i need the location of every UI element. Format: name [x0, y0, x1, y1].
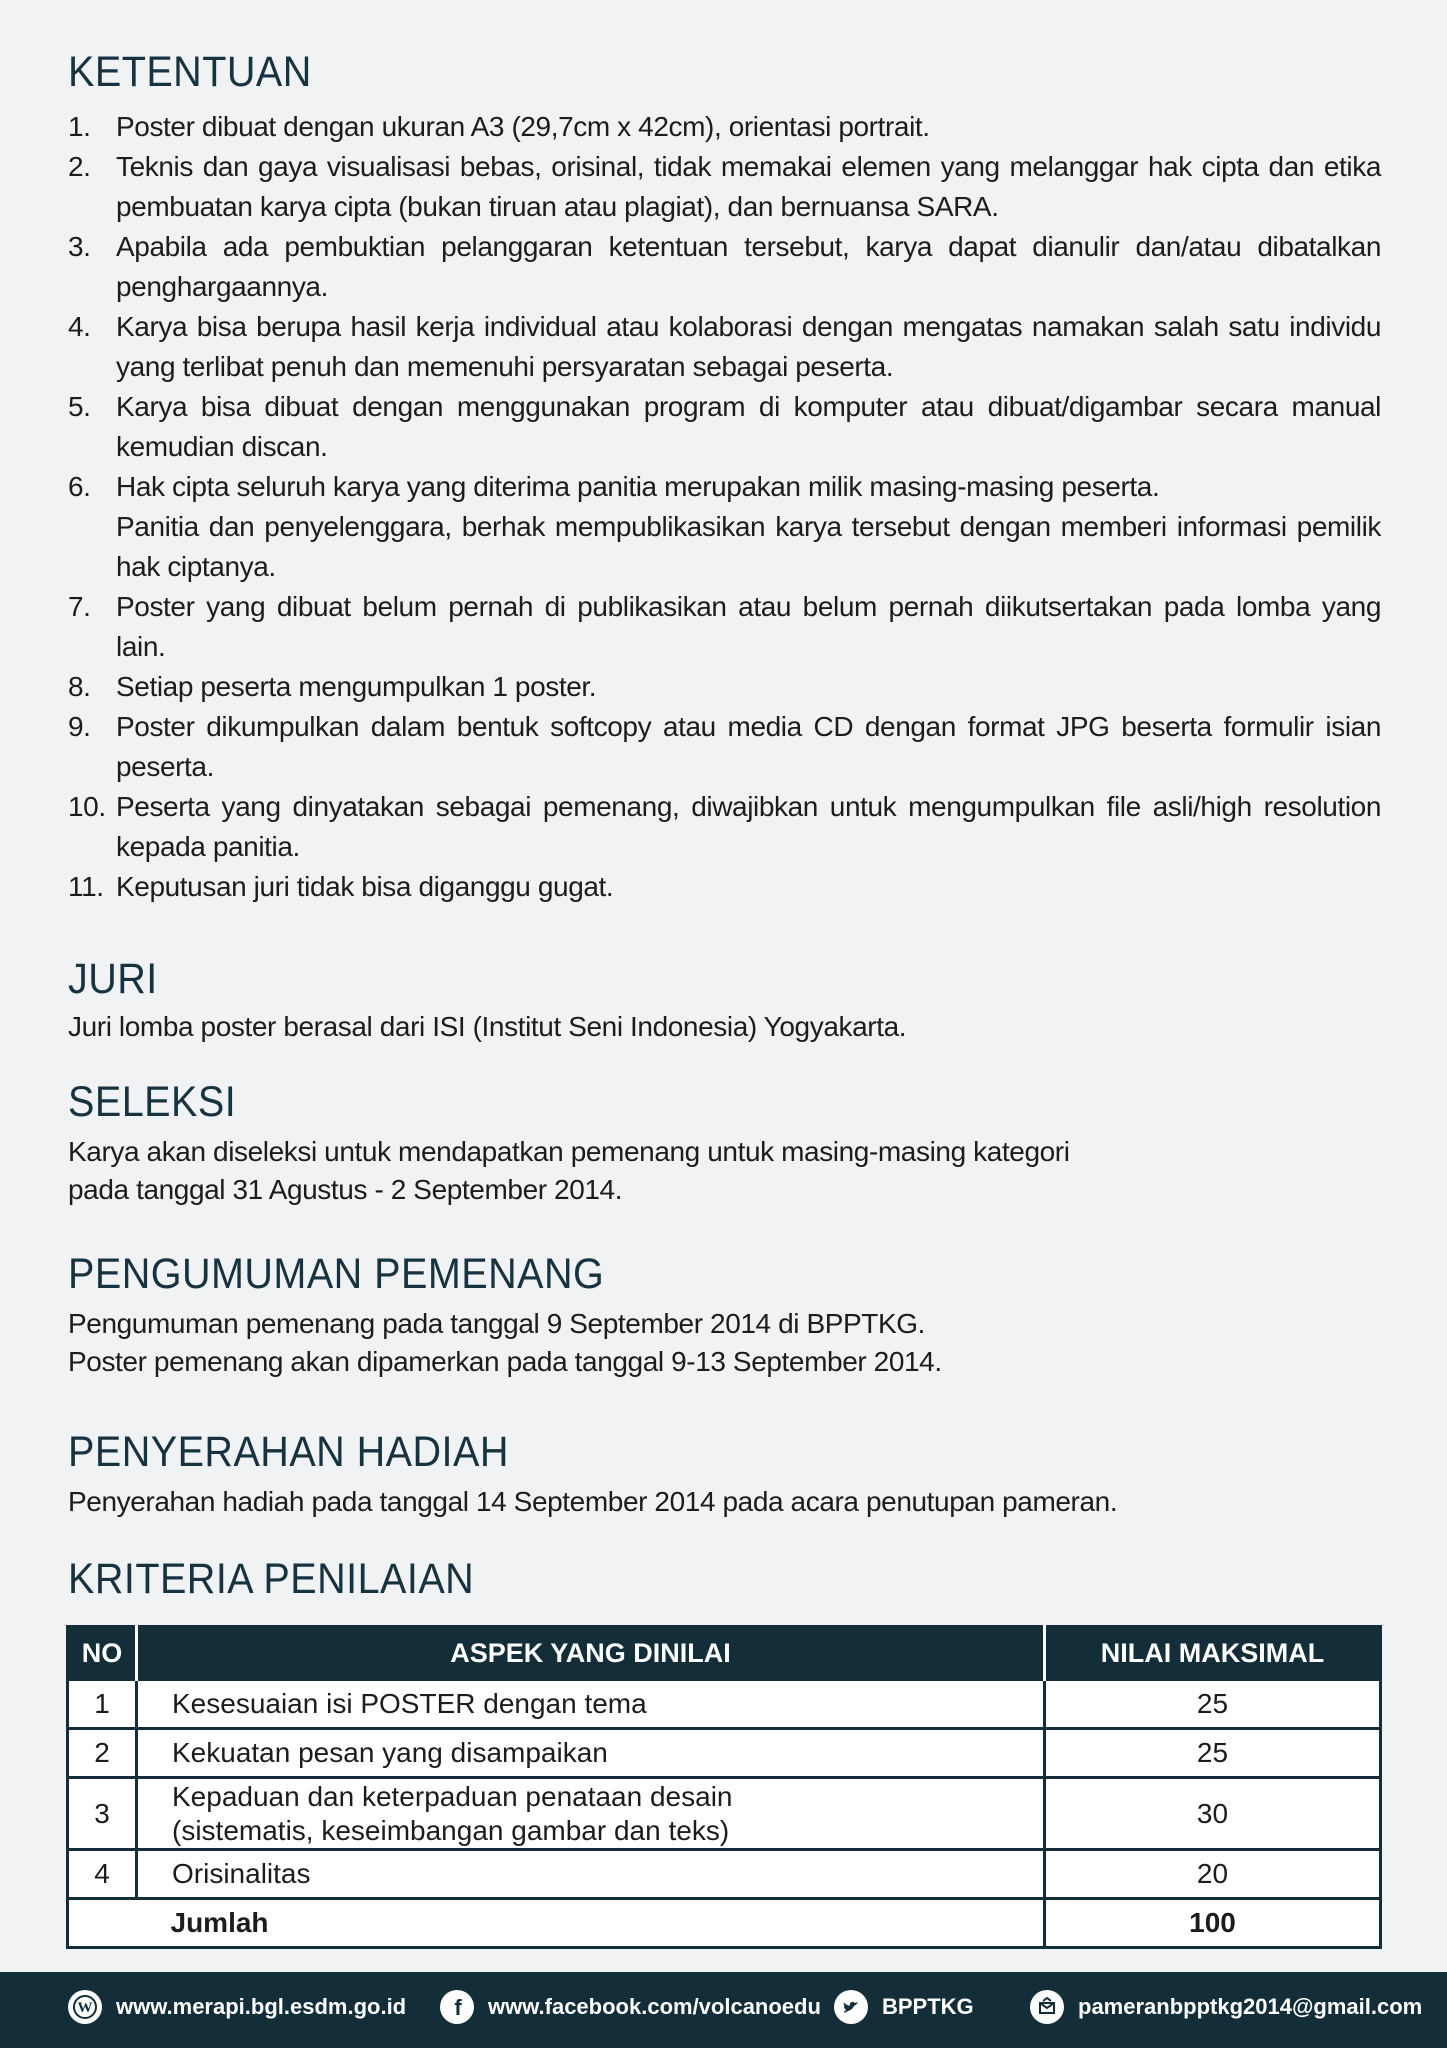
- ketentuan-heading: KETENTUAN: [68, 48, 312, 96]
- header-nilai: NILAI MAKSIMAL: [1045, 1627, 1381, 1680]
- row-no: 1: [68, 1680, 137, 1729]
- item-text-continued: Panitia dan penyelenggara, berhak mempublikasikan karya tersebut dengan memberi informasi pemilik hak ciptanya.: [116, 511, 1381, 582]
- item-text: Setiap peserta mengumpulkan 1 poster.: [116, 671, 597, 702]
- row-aspek-multiline: [137, 1778, 1045, 1850]
- item-number: 10.: [68, 791, 106, 822]
- item-number: 6.: [68, 471, 91, 502]
- footer-facebook-text: www.facebook.com/volcanoedu: [488, 1994, 821, 2019]
- item-text: Poster dikumpulkan dalam bentuk softcopy atau media CD dengan format JPG beserta formulir isian peserta.: [116, 711, 1381, 782]
- seleksi-section: [68, 1078, 1070, 1209]
- list-item: [68, 667, 1381, 707]
- footer-twitter[interactable]: [834, 1990, 974, 2024]
- item-number: 7.: [68, 591, 91, 622]
- item-number: 2.: [68, 151, 91, 182]
- header-no: NO: [68, 1627, 137, 1680]
- item-number: 11.: [68, 871, 104, 902]
- table-row: [68, 1680, 1381, 1729]
- penyerahan-section: [68, 1428, 1117, 1521]
- item-number: 9.: [68, 711, 91, 742]
- item-text: Peserta yang dinyatakan sebagai pemenang, diwajibkan untuk mengumpulkan file asli/high resolution kepada panitia.: [116, 791, 1381, 862]
- juri-heading: JURI: [68, 955, 158, 1003]
- list-item: [68, 787, 1381, 867]
- seleksi-line-1: Karya akan diseleksi untuk mendapatkan pemenang untuk masing-masing kategori: [68, 1136, 1070, 1167]
- item-text: Apabila ada pembuktian pelanggaran ketentuan tersebut, karya dapat dianulir dan/atau dibatalkan penghargaannya.: [116, 231, 1381, 302]
- twitter-icon: [834, 1990, 868, 2024]
- row-no: 3: [68, 1778, 137, 1850]
- ketentuan-list: [68, 107, 1381, 907]
- pengumuman-line-2: Poster pemenang akan dipamerkan pada tanggal 9-13 September 2014.: [68, 1346, 942, 1377]
- row-aspek-line-1: Kepaduan dan keterpaduan penataan desain: [172, 1780, 733, 1812]
- kriteria-section: [68, 1555, 510, 1604]
- row-nilai: 20: [1045, 1850, 1381, 1899]
- footer-email[interactable]: [1030, 1990, 1422, 2024]
- facebook-icon: [440, 1990, 474, 2024]
- table-row: [68, 1729, 1381, 1778]
- item-number: 8.: [68, 671, 91, 702]
- list-item: [68, 147, 1381, 227]
- item-text: Keputusan juri tidak bisa diganggu gugat.: [116, 871, 614, 902]
- footer-twitter-text: BPPTKG: [882, 1994, 974, 2019]
- list-item: [68, 707, 1381, 787]
- email-icon: [1030, 1990, 1064, 2024]
- item-text: Karya bisa berupa hasil kerja individual atau kolaborasi dengan mengatas namakan salah satu individu yang terlibat penuh dan memenuhi persyaratan sebagai peserta.: [116, 311, 1381, 382]
- item-text: Poster yang dibuat belum pernah di publikasikan atau belum pernah diikutsertakan pada lomba yang lain.: [116, 591, 1381, 662]
- row-no: 4: [68, 1850, 137, 1899]
- row-nilai: 25: [1045, 1729, 1381, 1778]
- list-item: [68, 307, 1381, 387]
- wordpress-icon: [68, 1990, 102, 2024]
- item-number: 5.: [68, 391, 91, 422]
- item-text: Poster dibuat dengan ukuran A3 (29,7cm x 42cm), orientasi portrait.: [116, 111, 930, 142]
- svg-text:f: f: [454, 1995, 462, 2020]
- seleksi-line-2: pada tanggal 31 Agustus - 2 September 2014.: [68, 1174, 623, 1205]
- kriteria-heading: KRITERIA PENILAIAN: [68, 1555, 475, 1603]
- total-empty-cell: [68, 1899, 137, 1948]
- list-item: [68, 587, 1381, 667]
- row-aspek: Orisinalitas: [137, 1850, 1045, 1899]
- penyerahan-text: Penyerahan hadiah pada tanggal 14 September 2014 pada acara penutupan pameran.: [68, 1486, 1118, 1517]
- list-item: [68, 467, 1381, 587]
- item-number: 1.: [68, 111, 91, 142]
- pengumuman-line-1: Pengumuman pemenang pada tanggal 9 September 2014 di BPPTKG.: [68, 1308, 926, 1339]
- row-nilai: 25: [1045, 1680, 1381, 1729]
- pengumuman-heading: PENGUMUMAN PEMENANG: [68, 1250, 605, 1298]
- table-total-row: [68, 1899, 1381, 1948]
- table-row: [68, 1850, 1381, 1899]
- penyerahan-heading: PENYERAHAN HADIAH: [68, 1428, 509, 1476]
- table-header-row: [68, 1627, 1381, 1680]
- list-item: [68, 867, 1381, 907]
- juri-text: Juri lomba poster berasal dari ISI (Institut Seni Indonesia) Yogyakarta.: [68, 1011, 907, 1042]
- footer-bar: [0, 1972, 1447, 2048]
- footer-website-text: www.merapi.bgl.esdm.go.id: [116, 1994, 407, 2019]
- item-text: Teknis dan gaya visualisasi bebas, orisinal, tidak memakai elemen yang melanggar hak cipta dan etika pembuatan karya cipta (bukan tiruan atau plagiat), dan bernuansa SARA.: [116, 151, 1381, 222]
- table-row: [68, 1778, 1381, 1850]
- list-item: [68, 107, 1381, 147]
- footer-website[interactable]: [68, 1990, 406, 2024]
- list-item: [68, 227, 1381, 307]
- ketentuan-section: [68, 48, 1381, 907]
- total-nilai: 100: [1045, 1899, 1381, 1948]
- header-aspek: ASPEK YANG DINILAI: [137, 1627, 1045, 1680]
- row-no: 2: [68, 1729, 137, 1778]
- juri-section: [68, 955, 906, 1046]
- row-aspek: Kesesuaian isi POSTER dengan tema: [137, 1680, 1045, 1729]
- footer-email-text: pameranbpptkg2014@gmail.com: [1078, 1994, 1423, 2019]
- svg-text:W: W: [77, 2000, 93, 2016]
- footer-facebook[interactable]: [440, 1990, 821, 2024]
- list-item: [68, 387, 1381, 467]
- item-number: 3.: [68, 231, 91, 262]
- row-aspek-line-2: (sistematis, keseimbangan gambar dan teks): [172, 1814, 730, 1846]
- row-nilai: 30: [1045, 1778, 1381, 1850]
- item-number: 4.: [68, 311, 91, 342]
- item-text: Karya bisa dibuat dengan menggunakan program di komputer atau dibuat/digambar secara manual kemudian discan.: [116, 391, 1381, 462]
- total-label: Jumlah: [137, 1899, 1045, 1948]
- row-aspek: Kekuatan pesan yang disampaikan: [137, 1729, 1045, 1778]
- seleksi-heading: SELEKSI: [68, 1078, 237, 1126]
- pengumuman-section: [68, 1250, 942, 1381]
- item-text: Hak cipta seluruh karya yang diterima panitia merupakan milik masing-masing peserta.: [116, 471, 1160, 502]
- criteria-table: [66, 1625, 1382, 1949]
